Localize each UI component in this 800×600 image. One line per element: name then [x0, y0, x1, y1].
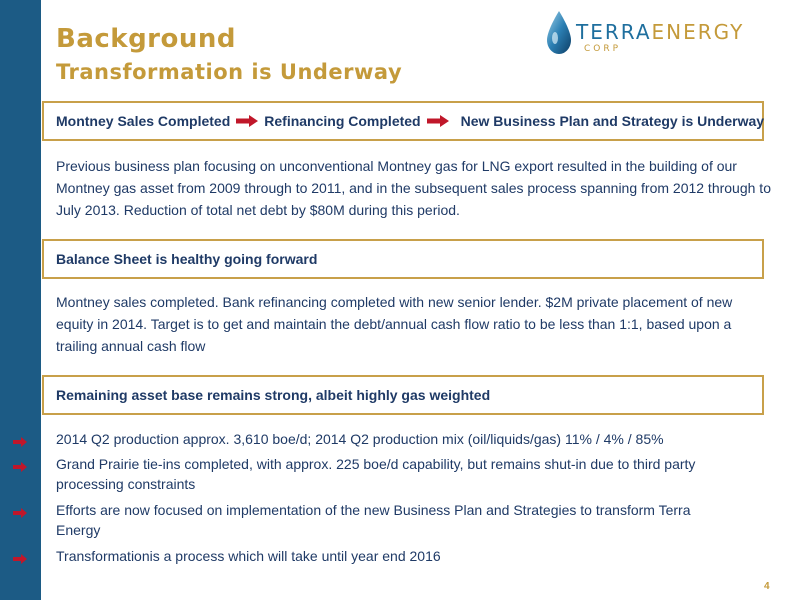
paragraph-background: Previous business plan focusing on unconventional Montney gas for LNG export resulted in the building of our Montney gas asset from 2009 through to 2011, and in the subsequent sales process spanning from 2012 through to July 2013. Reduction of total net debt by $80M during this period. [56, 158, 771, 218]
logo-wordmark [576, 20, 744, 44]
red-right-arrow-icon [13, 505, 27, 523]
page-number: 4 [764, 581, 770, 592]
asset-base-box [42, 375, 764, 415]
page-subtitle: Transformation is Underway [56, 60, 403, 84]
asset-base-heading: Remaining asset base remains strong, albeit highly gas weighted [56, 387, 491, 403]
logo-word-terra: TERRA [576, 20, 652, 44]
milestone-business-plan: New Business Plan and Strategy is Underway [460, 113, 765, 129]
bullet-text: Efforts are now focused on implementation of the new Business Plan and Strategies to transform Terra Energy [56, 502, 691, 538]
milestone-refinancing: Refinancing Completed [264, 113, 421, 129]
red-right-arrow-icon [427, 115, 449, 127]
paragraph-balance-sheet: Montney sales completed. Bank refinancing completed with new senior lender. $2M private placement of new equity in 2014. Target is to get and maintain the debt/annual cash flow ratio to be less than 1:1, based upon a trailing annual cash flow [56, 294, 733, 354]
water-drop-icon [544, 10, 574, 56]
company-logo [542, 10, 782, 62]
red-right-arrow-icon [13, 551, 27, 569]
logo-word-energy: ENERGY [651, 20, 745, 44]
logo-corp: CORP [584, 44, 622, 54]
balance-sheet-box [42, 239, 764, 279]
page-title: Background [56, 24, 236, 54]
milestones-box [42, 101, 764, 141]
bullet-text: Transformationis a process which will take until year end 2016 [56, 548, 441, 564]
red-right-arrow-icon [13, 434, 27, 452]
red-right-arrow-icon [13, 459, 27, 477]
bullet-text: 2014 Q2 production approx. 3,610 boe/d; 2014 Q2 production mix (oil/liquids/gas) 11% / 4% / 85% [56, 431, 664, 447]
bullet-text: Grand Prairie tie-ins completed, with approx. 225 boe/d capability, but remains shut-in due to third party processing constraints [56, 456, 696, 492]
red-right-arrow-icon [236, 115, 258, 127]
milestone-montney-sales: Montney Sales Completed [56, 113, 231, 129]
balance-sheet-heading: Balance Sheet is healthy going forward [56, 251, 318, 267]
